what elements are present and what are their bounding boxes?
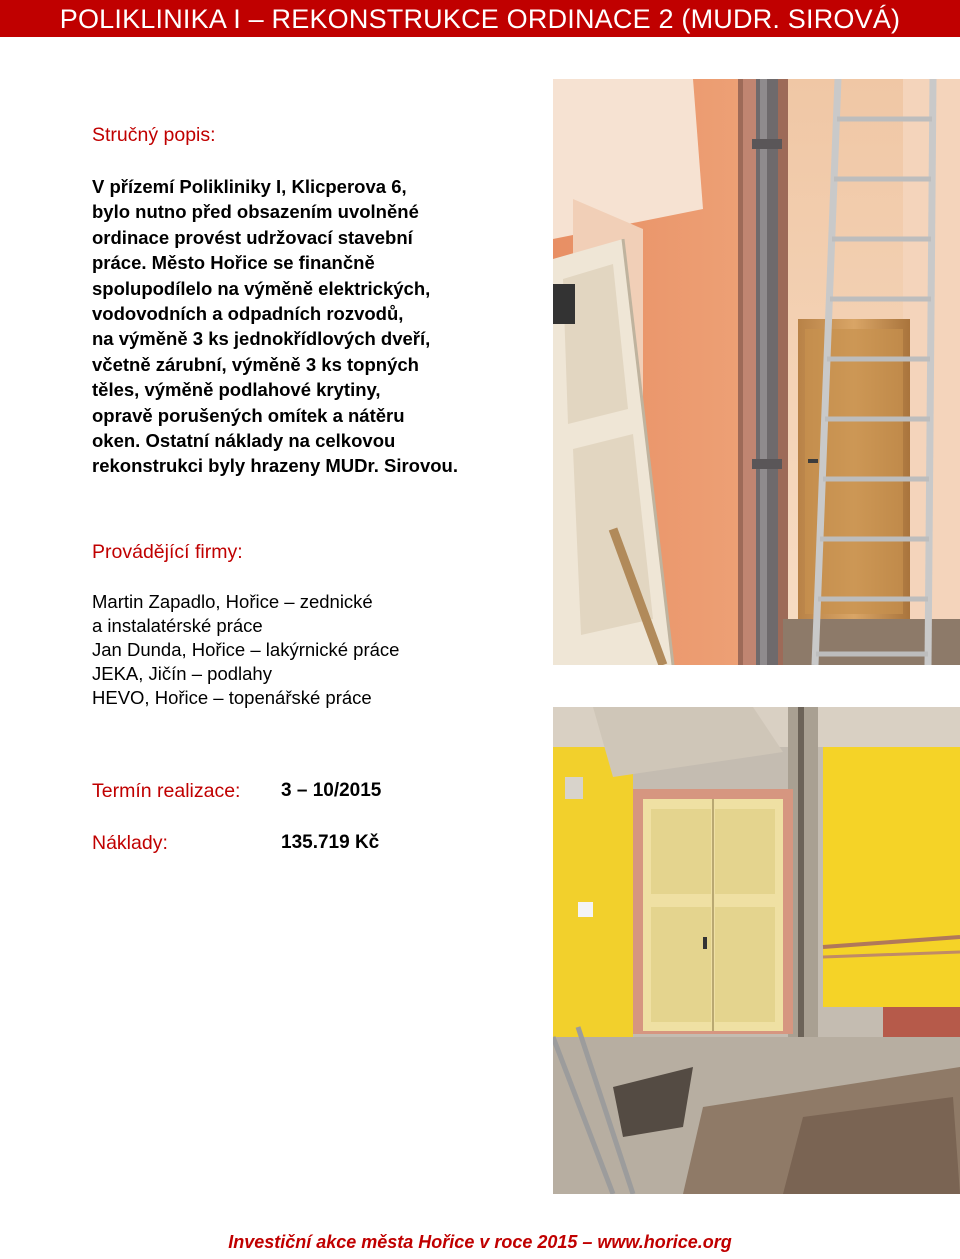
description-line: rekonstrukci byly hrazeny MUDr. Sirovou.: [92, 455, 458, 477]
footer-text: Investiční akce města Hořice v roce 2015 – www.horice.org: [228, 1232, 732, 1252]
description-line: oken. Ostatní náklady na celkovou: [92, 429, 396, 451]
description-text: [92, 174, 458, 479]
firm-line: a instalatérské práce: [92, 615, 263, 636]
term-value: 3 – 10/2015: [281, 780, 382, 801]
firm-line: HEVO, Hořice – topenářské práce: [92, 687, 372, 708]
firms-heading: Provádějící firmy:: [92, 541, 243, 563]
page-title: POLIKLINIKA I – REKONSTRUKCE ORDINACE 2 (MUDR. SIROVÁ): [59, 4, 901, 34]
description-line: spolupodílelo na výměně elektrických,: [92, 277, 431, 299]
firms-list: [92, 590, 399, 710]
firm-line: Martin Zapadlo, Hořice – zednické: [92, 591, 373, 612]
description-line: ordinace provést udržovací stavební: [92, 226, 413, 248]
page-footer: [0, 1231, 960, 1253]
renovation-photo-door: [553, 707, 960, 1194]
renovation-photo-ladder: [553, 79, 960, 665]
description-heading: Stručný popis:: [92, 124, 216, 146]
page-header: [0, 0, 960, 37]
description-line: opravě porušených omítek a nátěru: [92, 404, 405, 426]
term-label: Termín realizace:: [92, 780, 241, 802]
description-line: těles, výměně podlahové krytiny,: [92, 379, 381, 401]
cost-value: 135.719 Kč: [281, 832, 380, 853]
description-line: na výměně 3 ks jednokřídlových dveří,: [92, 328, 431, 350]
cost-label: Náklady:: [92, 832, 168, 854]
description-line: bylo nutno před obsazením uvolněné: [92, 201, 419, 223]
description-line: V přízemí Polikliniky I, Klicperova 6,: [92, 176, 407, 197]
firm-line: JEKA, Jičín – podlahy: [92, 663, 272, 684]
description-line: vodovodních a odpadních rozvodů,: [92, 302, 404, 324]
description-line: včetně zárubní, výměně 3 ks topných: [92, 353, 419, 375]
description-line: práce. Město Hořice se finančně: [92, 252, 375, 274]
firm-line: Jan Dunda, Hořice – lakýrnické práce: [92, 639, 400, 660]
